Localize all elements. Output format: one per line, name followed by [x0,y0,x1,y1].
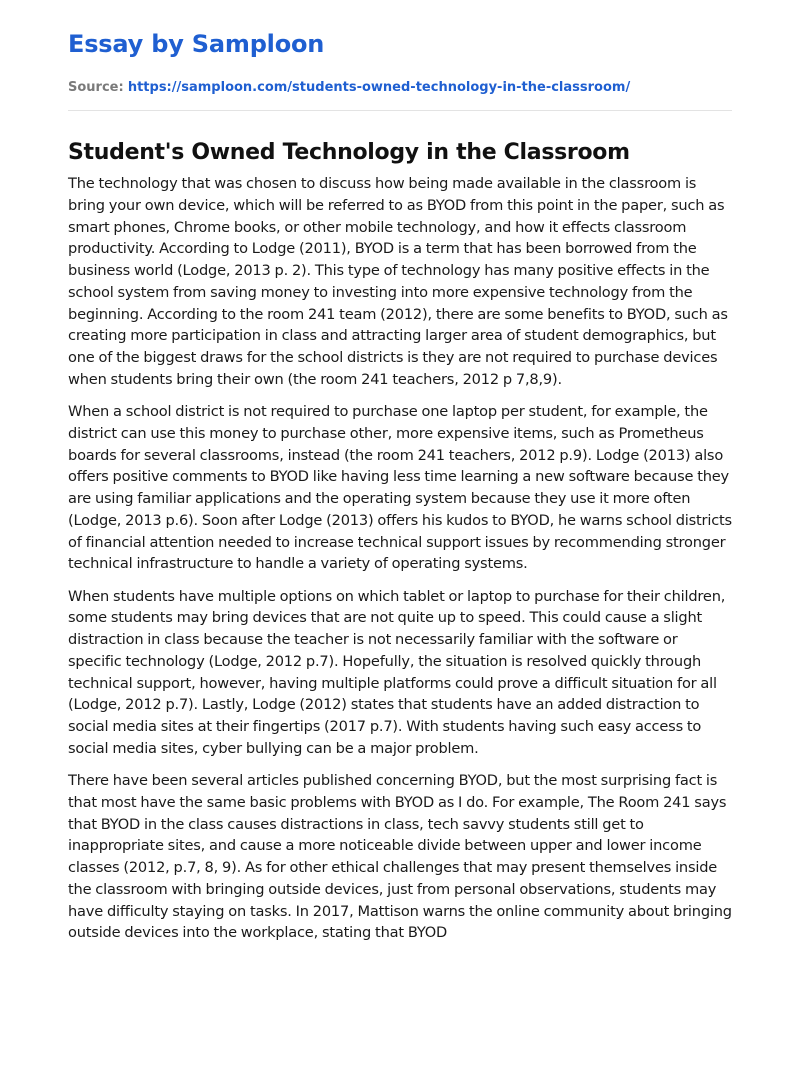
header-divider [68,110,732,111]
paragraph-2: When a school district is not required to purchase one laptop per student, for example, the district can use this money to purchase other, more expensive items, such as Prometheus boards for several classrooms, instead (the room 241 teachers, 2012 p.9). Lodge (2013) also offers positive comments to BYOD like having less time learning a new software because they are using familiar applications and the operating system because they use it more often (Lodge, 2013 p.6). Soon after Lodge (2013) offers his kudos to BYOD, he warns school districts of financial attention needed to increase technical support issues by recommending stronger technical infrastructure to handle a variety of operating systems. [68,403,732,573]
article-body [68,173,732,955]
paragraph-1: The technology that was chosen to discuss how being made available in the classroom is bring your own device, which will be referred to as BYOD from this point in the paper, such as smart phones, Chrome books, or other mobile technology, and how it effects classroom productivity. According to Lodge (2011), BYOD is a term that has been borrowed from the business world (Lodge, 2013 p. 2). This type of technology has many positive effects in the school system from saving money to investing into more expensive technology from the beginning. According to the room 241 team (2012), there are some benefits to BYOD, such as creating more participation in class and attracting larger area of student demographics, but one of the biggest draws for the school districts is they are not required to purchase devices when students bring their own (the room 241 teachers, 2012 p 7,8,9). [68,175,728,388]
source-line [68,79,630,97]
site-brand[interactable]: Essay by Samploon [68,30,325,58]
source-label: Source: [68,80,124,95]
paragraph-4: There have been several articles published concerning BYOD, but the most surprising fact is that most have the same basic problems with BYOD as I do. For example, The Room 241 says that BYOD in the class causes distractions in class, tech savvy students still get to inappropriate sites, and cause a more noticeable divide between upper and lower income classes (2012, p.7, 8, 9). As for other ethical challenges that may present themselves inside the classroom with bringing outside devices, just from personal observations, students may have difficulty staying on tasks. In 2017, Mattison warns the online community about bringing outside devices into the workplace, stating that BYOD [68,772,732,942]
paragraph-3: When students have multiple options on which tablet or laptop to purchase for their children, some students may bring devices that are not quite up to speed. This could cause a slight distraction in class because the teacher is not necessarily familiar with the software or specific technology (Lodge, 2012 p.7). Hopefully, the situation is resolved quickly through technical support, however, having multiple platforms could prove a difficult situation for all (Lodge, 2012 p.7). Lastly, Lodge (2012) states that students have an added distraction to social media sites at their fingertips (2017 p.7). With students having such easy access to social media sites, cyber bullying can be a major problem. [68,587,726,757]
source-link[interactable]: https://samploon.com/students-owned-technology-in-the-classroom/ [127,80,631,95]
article-title: Student's Owned Technology in the Classroom [68,139,630,165]
